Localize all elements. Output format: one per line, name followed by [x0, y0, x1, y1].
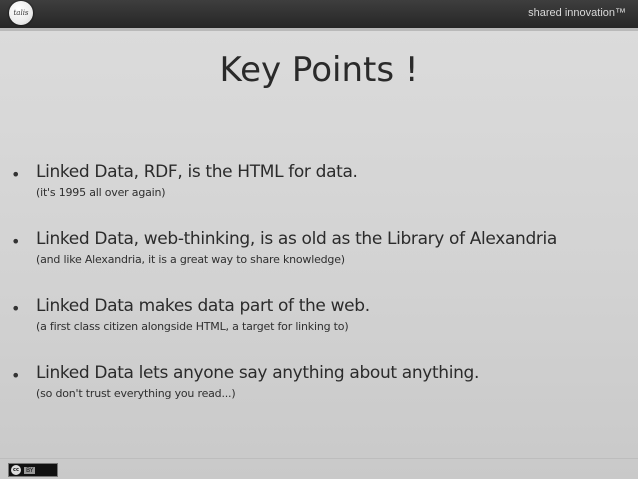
header-divider — [0, 28, 638, 31]
point-text: Linked Data, web-thinking, is as old as the Library of Alexandria — [36, 229, 557, 249]
creative-commons-icon: cc — [11, 465, 21, 475]
header-bar — [0, 0, 638, 28]
license-badge[interactable] — [8, 463, 58, 477]
bullet-icon: • — [11, 366, 21, 385]
key-points-list — [11, 162, 631, 430]
point-subtext: (a first class citizen alongside HTML, a target for linking to) — [36, 320, 349, 333]
list-item — [11, 296, 631, 363]
point-subtext: (so don't trust everything you read...) — [36, 387, 236, 400]
logo-text: talis — [13, 9, 29, 17]
tagline: shared innovation™ — [528, 7, 626, 19]
slide-title: Key Points ! — [219, 50, 419, 90]
list-item — [11, 229, 631, 296]
bullet-icon: • — [11, 165, 21, 184]
license-label: BY — [26, 466, 34, 474]
bullet-icon: • — [11, 232, 21, 251]
point-subtext: (and like Alexandria, it is a great way to share knowledge) — [36, 253, 345, 266]
list-item — [11, 162, 631, 229]
footer-divider — [0, 458, 638, 459]
talis-logo-icon — [9, 1, 33, 25]
point-text: Linked Data lets anyone say anything about anything. — [36, 363, 480, 383]
list-item — [11, 363, 631, 430]
point-subtext: (it's 1995 all over again) — [36, 186, 166, 199]
bullet-icon: • — [11, 299, 21, 318]
point-text: Linked Data, RDF, is the HTML for data. — [36, 162, 358, 182]
point-text: Linked Data makes data part of the web. — [36, 296, 370, 316]
